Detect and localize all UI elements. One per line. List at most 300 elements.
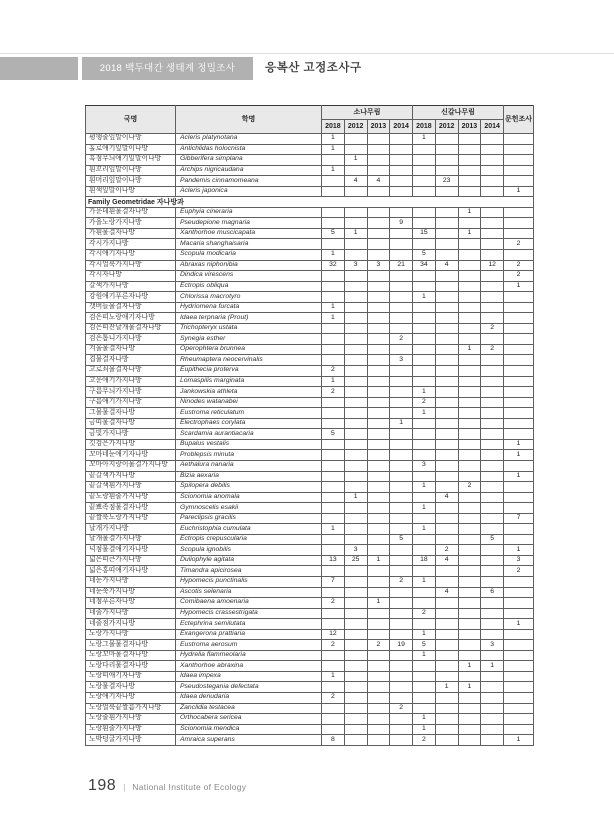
count-cell [481, 207, 504, 218]
species-row [86, 692, 534, 703]
species-korean-name: 끝노랑흰줄가지나방 [86, 492, 176, 503]
count-cell [458, 144, 481, 155]
species-row [86, 186, 534, 197]
count-cell [413, 439, 436, 450]
count-cell [413, 271, 436, 282]
species-korean-name: 흰머리잎말이나방 [86, 176, 176, 187]
literature-cell [504, 387, 534, 398]
count-cell [367, 313, 390, 324]
species-row [86, 608, 534, 619]
count-cell: 3 [367, 260, 390, 271]
count-cell: 1 [322, 671, 345, 682]
count-cell [390, 134, 413, 145]
count-cell: 5 [390, 534, 413, 545]
species-scientific-name: Hydrelia flammeolaria [176, 650, 322, 661]
count-cell [322, 724, 345, 735]
count-cell [435, 471, 458, 482]
count-cell [322, 492, 345, 503]
count-cell: 1 [413, 650, 436, 661]
species-korean-name: 겹물결자나방 [86, 355, 176, 366]
count-cell [390, 460, 413, 471]
count-cell [481, 355, 504, 366]
count-cell [344, 534, 367, 545]
count-cell [322, 661, 345, 672]
count-cell [481, 608, 504, 619]
count-cell [435, 576, 458, 587]
species-scientific-name: Exangerona prattiaria [176, 629, 322, 640]
count-cell [481, 429, 504, 440]
literature-cell [504, 682, 534, 693]
literature-cell [504, 144, 534, 155]
count-cell [458, 534, 481, 545]
species-korean-name: 꼬마아지랑이물결가지나방 [86, 460, 176, 471]
count-cell [458, 239, 481, 250]
species-scientific-name: Synegia esther [176, 334, 322, 345]
species-korean-name: 네눈가지나방 [86, 576, 176, 587]
count-cell [458, 260, 481, 271]
count-cell: 8 [322, 735, 345, 746]
count-cell [344, 566, 367, 577]
count-cell [435, 281, 458, 292]
count-cell [458, 134, 481, 145]
literature-cell [504, 165, 534, 176]
count-cell: 1 [435, 682, 458, 693]
species-row [86, 460, 534, 471]
count-cell [481, 186, 504, 197]
species-scientific-name: Hypomecis punctinalis [176, 576, 322, 587]
count-cell [322, 418, 345, 429]
count-cell [367, 513, 390, 524]
count-cell: 3 [344, 545, 367, 556]
count-cell [367, 207, 390, 218]
species-row [86, 281, 534, 292]
literature-cell [504, 650, 534, 661]
literature-cell [504, 482, 534, 493]
count-cell [322, 566, 345, 577]
count-cell [390, 724, 413, 735]
species-row [86, 302, 534, 313]
species-korean-name: 흰색잎말이나방 [86, 186, 176, 197]
count-cell [458, 724, 481, 735]
count-cell [413, 587, 436, 598]
count-cell [435, 650, 458, 661]
literature-cell [504, 207, 534, 218]
species-row [86, 661, 534, 672]
count-cell [481, 503, 504, 514]
species-korean-name: 금띠물결자나방 [86, 418, 176, 429]
species-row [86, 450, 534, 461]
count-cell [390, 281, 413, 292]
count-cell: 2 [322, 640, 345, 651]
count-cell [390, 366, 413, 377]
species-row [86, 239, 534, 250]
count-cell: 23 [435, 176, 458, 187]
count-cell: 1 [344, 228, 367, 239]
count-cell: 1 [413, 503, 436, 514]
count-cell [481, 408, 504, 419]
count-cell [435, 218, 458, 229]
count-cell [390, 387, 413, 398]
count-cell [435, 408, 458, 419]
count-cell [481, 650, 504, 661]
count-cell: 2 [390, 334, 413, 345]
count-cell [413, 671, 436, 682]
species-korean-name: 구름애기가지나방 [86, 397, 176, 408]
count-cell [458, 302, 481, 313]
count-cell [367, 619, 390, 630]
species-korean-name: 고운애기가지나방 [86, 376, 176, 387]
count-cell [458, 334, 481, 345]
count-cell [413, 492, 436, 503]
species-scientific-name: Acleris platynotana [176, 134, 322, 145]
literature-cell: 2 [504, 260, 534, 271]
species-korean-name: 노랑물결자나방 [86, 682, 176, 693]
species-scientific-name: Timandra apicirosea [176, 566, 322, 577]
count-cell [413, 429, 436, 440]
literature-cell [504, 587, 534, 598]
literature-cell [504, 629, 534, 640]
literature-cell [504, 408, 534, 419]
literature-cell: 1 [504, 735, 534, 746]
count-cell [481, 228, 504, 239]
count-cell [367, 503, 390, 514]
count-cell [481, 555, 504, 566]
count-cell: 1 [458, 344, 481, 355]
col-header-korean-name: 국명 [86, 106, 176, 134]
count-cell [435, 165, 458, 176]
species-scientific-name: Idaea terpnaria (Prout) [176, 313, 322, 324]
count-cell [481, 492, 504, 503]
count-cell [413, 366, 436, 377]
count-cell [390, 492, 413, 503]
species-scientific-name: Scopula modicaria [176, 250, 322, 261]
count-cell [367, 134, 390, 145]
literature-cell [504, 598, 534, 609]
species-scientific-name: Pseudepione magnaria [176, 218, 322, 229]
count-cell [413, 692, 436, 703]
species-row [86, 408, 534, 419]
col-header-pine-2014: 2014 [390, 120, 413, 134]
count-cell [390, 165, 413, 176]
count-cell [435, 429, 458, 440]
literature-cell [504, 608, 534, 619]
count-cell [367, 724, 390, 735]
count-cell [435, 608, 458, 619]
count-cell: 2 [390, 576, 413, 587]
count-cell [413, 566, 436, 577]
count-cell: 1 [322, 250, 345, 261]
count-cell: 1 [413, 524, 436, 535]
count-cell [367, 408, 390, 419]
species-row [86, 566, 534, 577]
count-cell: 25 [344, 555, 367, 566]
count-cell [435, 692, 458, 703]
count-cell [413, 207, 436, 218]
species-row [86, 598, 534, 609]
count-cell [458, 397, 481, 408]
species-scientific-name: Ectephrina semilutata [176, 619, 322, 630]
count-cell [458, 692, 481, 703]
count-cell [458, 608, 481, 619]
count-cell [481, 692, 504, 703]
count-cell [322, 207, 345, 218]
species-row [86, 640, 534, 651]
species-korean-name: 끝갈색흰가지나방 [86, 482, 176, 493]
count-cell: 1 [344, 492, 367, 503]
count-cell [435, 534, 458, 545]
count-cell [367, 439, 390, 450]
count-cell [481, 471, 504, 482]
count-cell [435, 439, 458, 450]
literature-cell [504, 640, 534, 651]
species-scientific-name: Zanclidia testacea [176, 703, 322, 714]
count-cell [458, 450, 481, 461]
literature-cell [504, 302, 534, 313]
count-cell [481, 334, 504, 345]
section-title: 응복산 고정조사구 [265, 62, 362, 74]
count-cell [390, 619, 413, 630]
count-cell [367, 714, 390, 725]
count-cell [344, 640, 367, 651]
count-cell [390, 524, 413, 535]
literature-cell: 7 [504, 513, 534, 524]
count-cell [344, 292, 367, 303]
institute-name: National Institute of Ecology [132, 782, 247, 792]
literature-cell [504, 366, 534, 377]
count-cell [367, 376, 390, 387]
count-cell [481, 513, 504, 524]
count-cell [344, 587, 367, 598]
count-cell [458, 714, 481, 725]
count-cell [390, 292, 413, 303]
species-scientific-name: Macaria shanghaisaria [176, 239, 322, 250]
species-row [86, 334, 534, 345]
count-cell [344, 239, 367, 250]
count-cell [322, 703, 345, 714]
count-cell [367, 587, 390, 598]
species-row [86, 218, 534, 229]
literature-cell [504, 344, 534, 355]
count-cell [458, 629, 481, 640]
species-row [86, 144, 534, 155]
count-cell [390, 408, 413, 419]
count-cell [322, 323, 345, 334]
count-cell [344, 671, 367, 682]
species-scientific-name: Abraxas niphonibia [176, 260, 322, 271]
literature-cell [504, 534, 534, 545]
count-cell [435, 207, 458, 218]
count-cell: 2 [413, 397, 436, 408]
count-cell [367, 650, 390, 661]
count-cell [344, 271, 367, 282]
species-scientific-name: Idaea impexa [176, 671, 322, 682]
count-cell [344, 703, 367, 714]
count-cell: 3 [390, 355, 413, 366]
species-row [86, 207, 534, 218]
species-scientific-name: Aethalura nanaria [176, 460, 322, 471]
count-cell [458, 292, 481, 303]
count-cell [344, 576, 367, 587]
count-cell [481, 545, 504, 556]
table-header [86, 106, 534, 134]
count-cell: 5 [322, 228, 345, 239]
species-row [86, 397, 534, 408]
count-cell [390, 144, 413, 155]
species-scientific-name: Spilopera debilis [176, 482, 322, 493]
count-cell: 13 [322, 555, 345, 566]
count-cell: 1 [322, 165, 345, 176]
count-cell: 1 [413, 714, 436, 725]
count-cell [390, 566, 413, 577]
count-cell [344, 355, 367, 366]
count-cell [481, 376, 504, 387]
species-scientific-name: Hypomecis crassestrigata [176, 608, 322, 619]
species-row [86, 228, 534, 239]
species-korean-name: 그물물결자나방 [86, 408, 176, 419]
count-cell: 2 [322, 598, 345, 609]
count-cell: 34 [413, 260, 436, 271]
count-cell [322, 450, 345, 461]
species-row [86, 650, 534, 661]
count-cell [322, 471, 345, 482]
species-scientific-name: Lomaspilis marginata [176, 376, 322, 387]
count-cell [458, 619, 481, 630]
species-korean-name: 홀로애기잎말이나방 [86, 144, 176, 155]
count-cell [344, 186, 367, 197]
literature-cell [504, 503, 534, 514]
count-cell [367, 576, 390, 587]
count-cell [367, 228, 390, 239]
count-cell [413, 471, 436, 482]
literature-cell: 1 [504, 281, 534, 292]
count-cell [322, 355, 345, 366]
count-cell [344, 334, 367, 345]
literature-cell [504, 292, 534, 303]
count-cell [344, 460, 367, 471]
count-cell [481, 450, 504, 461]
species-scientific-name: Hydriomena furcata [176, 302, 322, 313]
count-cell [367, 471, 390, 482]
count-cell [413, 598, 436, 609]
literature-cell [504, 355, 534, 366]
species-scientific-name: Ninodes watanabei [176, 397, 322, 408]
count-cell [344, 682, 367, 693]
family-section-row [86, 197, 534, 208]
species-korean-name: 가을노랑가지나방 [86, 218, 176, 229]
species-korean-name: 구름무늬가지나방 [86, 387, 176, 398]
literature-cell [504, 671, 534, 682]
count-cell [458, 429, 481, 440]
count-cell [322, 408, 345, 419]
count-cell: 1 [322, 376, 345, 387]
species-korean-name: 노랑줄흰가지나방 [86, 714, 176, 725]
count-cell [322, 650, 345, 661]
species-korean-name: 네줄점가지나방 [86, 619, 176, 630]
page-number: 198 [88, 777, 117, 794]
count-cell [367, 661, 390, 672]
moth-abundance-table [85, 105, 534, 746]
literature-cell: 1 [504, 619, 534, 630]
family-section-label: Family Geometridae 자나방과 [86, 197, 534, 208]
count-cell [435, 134, 458, 145]
count-cell [322, 186, 345, 197]
count-cell [322, 587, 345, 598]
species-korean-name: 갯버들물결자나방 [86, 302, 176, 313]
count-cell [390, 482, 413, 493]
count-cell [481, 460, 504, 471]
count-cell: 12 [481, 260, 504, 271]
count-cell [344, 418, 367, 429]
count-cell [390, 439, 413, 450]
species-scientific-name: Gymnoscelis esakii [176, 503, 322, 514]
col-header-oak-2014: 2014 [481, 120, 504, 134]
species-row [86, 524, 534, 535]
count-cell [458, 671, 481, 682]
count-cell [413, 344, 436, 355]
count-cell [367, 429, 390, 440]
count-cell [344, 714, 367, 725]
count-cell [367, 292, 390, 303]
species-korean-name: 깃검은가지나방 [86, 439, 176, 450]
count-cell [367, 281, 390, 292]
species-scientific-name: Comibaena amoenaria [176, 598, 322, 609]
species-korean-name: 노랑흰줄가지나방 [86, 724, 176, 735]
count-cell [481, 271, 504, 282]
species-scientific-name: Idaea denudaria [176, 692, 322, 703]
species-korean-name: 각시애기자나방 [86, 250, 176, 261]
species-korean-name: 노박덩굴가지나방 [86, 735, 176, 746]
count-cell [322, 503, 345, 514]
count-cell [435, 513, 458, 524]
species-row [86, 534, 534, 545]
count-cell: 1 [413, 724, 436, 735]
literature-cell [504, 176, 534, 187]
species-row [86, 555, 534, 566]
count-cell [344, 207, 367, 218]
count-cell [367, 334, 390, 345]
count-cell [435, 228, 458, 239]
species-scientific-name: Operophtera brunnea [176, 344, 322, 355]
species-row [86, 323, 534, 334]
count-cell [458, 376, 481, 387]
count-cell [435, 376, 458, 387]
literature-cell: 1 [504, 545, 534, 556]
footer-separator: | [123, 783, 126, 792]
count-cell [481, 218, 504, 229]
count-cell [413, 144, 436, 155]
count-cell [435, 671, 458, 682]
count-cell [458, 439, 481, 450]
count-cell: 1 [367, 555, 390, 566]
literature-cell: 1 [504, 186, 534, 197]
species-korean-name: 겨울물결자나방 [86, 344, 176, 355]
count-cell [435, 250, 458, 261]
count-cell [435, 735, 458, 746]
count-cell: 5 [481, 534, 504, 545]
species-row [86, 471, 534, 482]
count-cell [435, 661, 458, 672]
species-row [86, 439, 534, 450]
count-cell: 6 [481, 587, 504, 598]
count-cell [413, 334, 436, 345]
count-cell [435, 629, 458, 640]
count-cell: 1 [413, 292, 436, 303]
count-cell [481, 366, 504, 377]
literature-cell [504, 714, 534, 725]
count-cell [481, 703, 504, 714]
count-cell [390, 313, 413, 324]
count-cell [413, 239, 436, 250]
